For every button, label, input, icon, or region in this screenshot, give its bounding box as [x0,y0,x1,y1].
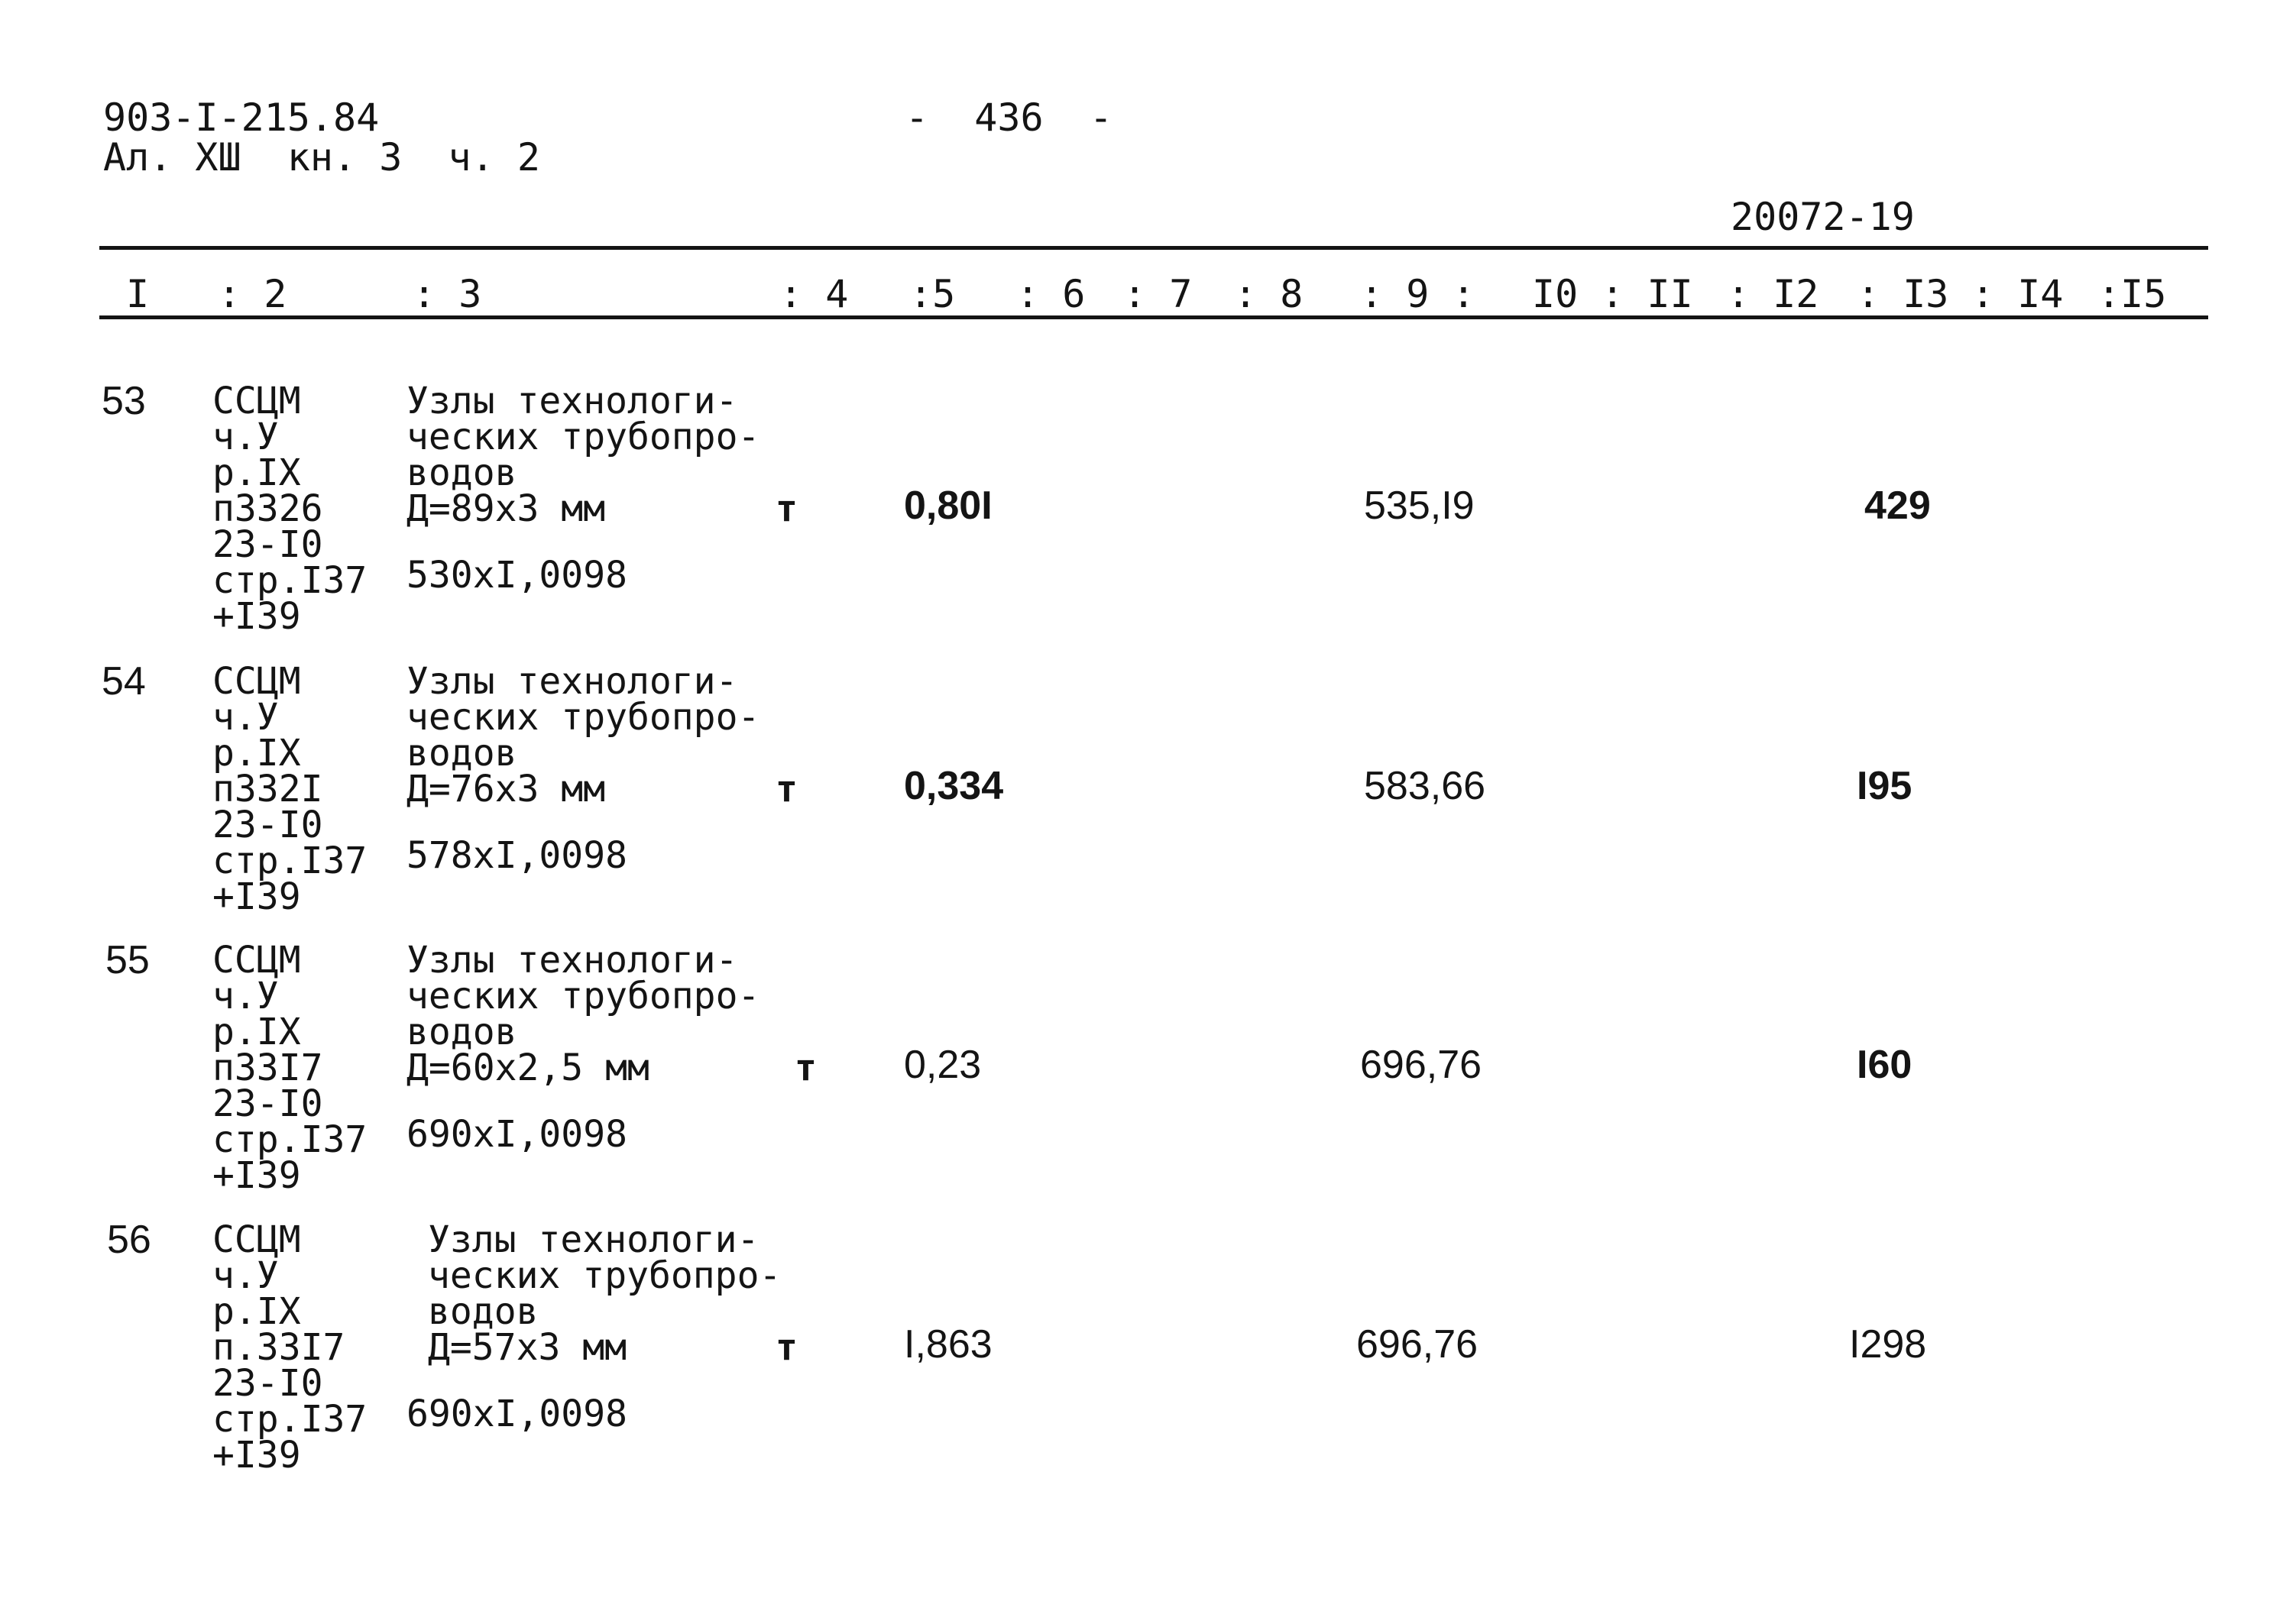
column-number: :I5 [2097,272,2167,316]
row-number: 56 [107,1218,151,1262]
total-cell: I298 [1849,1322,1927,1367]
page-number: - 436 - [905,95,1112,140]
total-cell: I95 [1857,764,1912,808]
column-number: : 4 [779,272,849,316]
total-cell: 429 [1864,484,1931,528]
document-subsection: Ал. XШ кн. 3 ч. 2 [103,135,540,180]
column-number: I0 : II [1532,272,1693,316]
document-code: 903-I-215.84 [103,95,380,140]
reference-cell: ССЦМ ч.У р.IX п33I7 23-I0 стр.I37 +I39 [212,939,368,1197]
column-number: : I4 [1971,272,2064,316]
column-number: : 8 [1234,272,1304,316]
description-cell: Узлы технологи- ческих трубопро- водов Д=76х3 мм [406,660,760,810]
unit-cell: т [776,487,798,530]
row-number: 55 [105,938,150,982]
unit-cell: т [776,1326,798,1369]
quantity-cell: 0,334 [904,764,1004,808]
price-cell: 583,66 [1364,764,1486,808]
description-cell: Узлы технологи- ческих трубопро- водов Д=60х2,5 мм [406,939,760,1089]
description-cell: Узлы технологи- ческих трубопро- водов Д=57х3 мм [428,1218,782,1369]
quantity-cell: 0,80I [904,484,993,528]
calculation-cell: 530хI,0098 [406,554,627,597]
price-cell: 696,76 [1356,1322,1478,1367]
column-number: : 6 [1016,272,1086,316]
row-number: 54 [102,659,146,704]
price-cell: 696,76 [1360,1043,1482,1087]
unit-cell: т [795,1047,817,1089]
column-number: : I2 [1727,272,1819,316]
calculation-cell: 690хI,0098 [406,1393,627,1435]
column-number: : 3 [413,272,482,316]
column-number: :5 [909,272,956,316]
document-stamp: 20072-19 [1731,195,1915,239]
unit-cell: т [776,768,798,810]
reference-cell: ССЦМ ч.У р.IX п.33I7 23-I0 стр.I37 +I39 [212,1218,368,1477]
column-number: : 2 [218,272,287,316]
price-cell: 535,I9 [1364,484,1475,528]
calculation-cell: 690хI,0098 [406,1113,627,1156]
reference-cell: ССЦМ ч.У р.IX п3326 23-I0 стр.I37 +I39 [212,380,368,638]
total-cell: I60 [1857,1043,1912,1087]
quantity-cell: 0,23 [904,1043,982,1087]
column-number: : 9 : [1360,272,1475,316]
column-number: : 7 [1123,272,1193,316]
row-number: 53 [102,379,146,423]
reference-cell: ССЦМ ч.У р.IX п332I 23-I0 стр.I37 +I39 [212,660,368,918]
description-cell: Узлы технологи- ческих трубопро- водов Д=89х3 мм [406,380,760,530]
quantity-cell: I,863 [904,1322,993,1367]
column-number: : I3 [1857,272,1949,316]
calculation-cell: 578хI,0098 [406,834,627,877]
top-rule [99,246,2208,250]
column-number: I [126,272,150,316]
